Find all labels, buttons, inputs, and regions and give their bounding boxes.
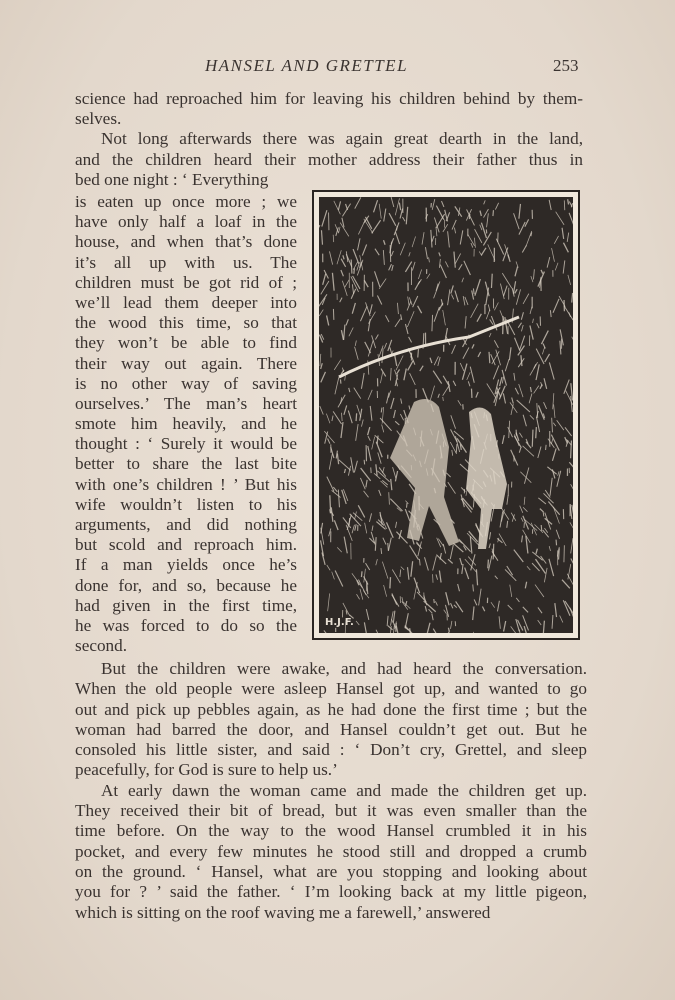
text-line: with one’s children ! ’ But his	[75, 474, 297, 494]
text-line: is no other way of saving	[75, 373, 297, 393]
text-line: their way out again. There	[75, 353, 297, 373]
text-line: and the children heard their mother address their father thus in	[75, 149, 583, 169]
text-line: science had reproached him for leaving his children behind by them-	[75, 89, 583, 108]
hatch-stroke	[491, 274, 492, 288]
hatch-stroke	[473, 584, 474, 591]
text-line: peacefully, for God is sure to help us.’	[75, 760, 338, 780]
hatch-stroke	[356, 413, 357, 421]
text-line: But the children were awake, and had heard the conversation.	[101, 659, 587, 678]
hatch-stroke	[418, 349, 419, 357]
text-line: When the old people were asleep Hansel got up, and wanted to go	[75, 679, 587, 699]
hatch-stroke	[361, 571, 362, 577]
text-line: they won’t be able to find	[75, 333, 297, 353]
hatch-stroke	[493, 544, 494, 560]
hatch-stroke	[571, 441, 572, 459]
text-line: on the ground. ‘ Hansel, what are you stopping and looking about	[75, 861, 587, 881]
text-line: Not long afterwards there was again great dearth in the land,	[101, 129, 583, 149]
text-line: At early dawn the woman came and made the children get up.	[101, 780, 587, 800]
text-line: he was forced to do so the	[75, 615, 297, 635]
text-line: had given in the first time,	[75, 595, 297, 615]
hatch-stroke	[488, 560, 489, 569]
text-line: children must be got rid of ;	[75, 272, 297, 292]
hatch-stroke	[381, 408, 382, 413]
hatch-stroke	[473, 288, 474, 294]
text-line: house, and when that’s done	[75, 232, 297, 252]
text-line: time before. On the way to the wood Hansel crumbled it in his	[75, 821, 587, 841]
text-line: smote him heavily, and he	[75, 414, 297, 434]
hatch-stroke	[568, 199, 569, 204]
text-line: you for ? ’ said the father. ‘ I’m looking back at my little pigeon,	[75, 882, 587, 902]
forest-children-engraving	[319, 197, 573, 633]
hatch-stroke	[388, 543, 389, 551]
hatch-stroke	[546, 445, 547, 450]
text-line: consoled his little sister, and said : ‘ Don’t cry, Grettel, and sleep	[75, 740, 587, 760]
hatch-stroke	[407, 503, 408, 508]
text-line: selves.	[75, 109, 122, 129]
hatch-stroke	[456, 444, 457, 453]
text-line: is eaten up once more ; we	[75, 192, 297, 211]
hatch-stroke	[559, 548, 560, 559]
text-line: pocket, and every few minutes he stood still and dropped a crumb	[75, 841, 587, 861]
text-line: which is sitting on the roof waving me a farewell,’ answered	[75, 902, 491, 922]
hatch-stroke	[351, 260, 352, 274]
hatch-stroke	[432, 315, 433, 331]
text-line: wife wouldn’t listen to his	[75, 494, 297, 514]
text-block-top	[75, 89, 583, 190]
text-line: have only half a loaf in the	[75, 212, 297, 232]
text-line: the wood this time, so that	[75, 313, 297, 333]
text-line: woman had barred the door, and Hansel couldn’t get out. But he	[75, 719, 587, 739]
page-number: 253	[553, 56, 579, 75]
text-line: They received their bit of bread, but it was even smaller than the	[75, 801, 587, 821]
hatch-stroke	[489, 352, 490, 363]
text-block-bottom	[75, 659, 587, 923]
text-line: better to share the last bite	[75, 454, 297, 474]
text-line: If a man yields once he’s	[75, 555, 297, 575]
hatch-stroke	[541, 525, 542, 531]
artist-monogram: H.J.F.	[325, 617, 354, 628]
hatch-stroke	[536, 427, 537, 438]
text-line: bed one night : ‘ Everything	[75, 169, 269, 189]
text-line: we’ll lead them deeper into	[75, 292, 297, 312]
hatch-stroke	[493, 210, 494, 216]
running-header: HANSEL AND GRETTEL	[205, 56, 409, 75]
text-line: but scold and reproach him.	[75, 535, 297, 555]
hatch-stroke	[543, 512, 544, 517]
text-block-beside-illustration	[75, 192, 297, 656]
text-line: out and pick up pebbles again, as he had done the first time ; but the	[75, 699, 587, 719]
hatch-stroke	[532, 430, 533, 447]
text-line: second.	[75, 636, 128, 656]
text-line: done for, and so, because he	[75, 575, 297, 595]
text-line: arguments, and did nothing	[75, 515, 297, 534]
text-line: it’s all up with us. The	[75, 252, 297, 272]
woodcut-illustration	[312, 190, 580, 640]
hatch-stroke	[411, 353, 412, 358]
hatch-stroke	[572, 293, 573, 303]
text-line: ourselves.’ The man’s heart	[75, 393, 297, 413]
hatch-stroke	[390, 577, 391, 588]
text-line: thought : ‘ Surely it would be	[75, 434, 297, 454]
